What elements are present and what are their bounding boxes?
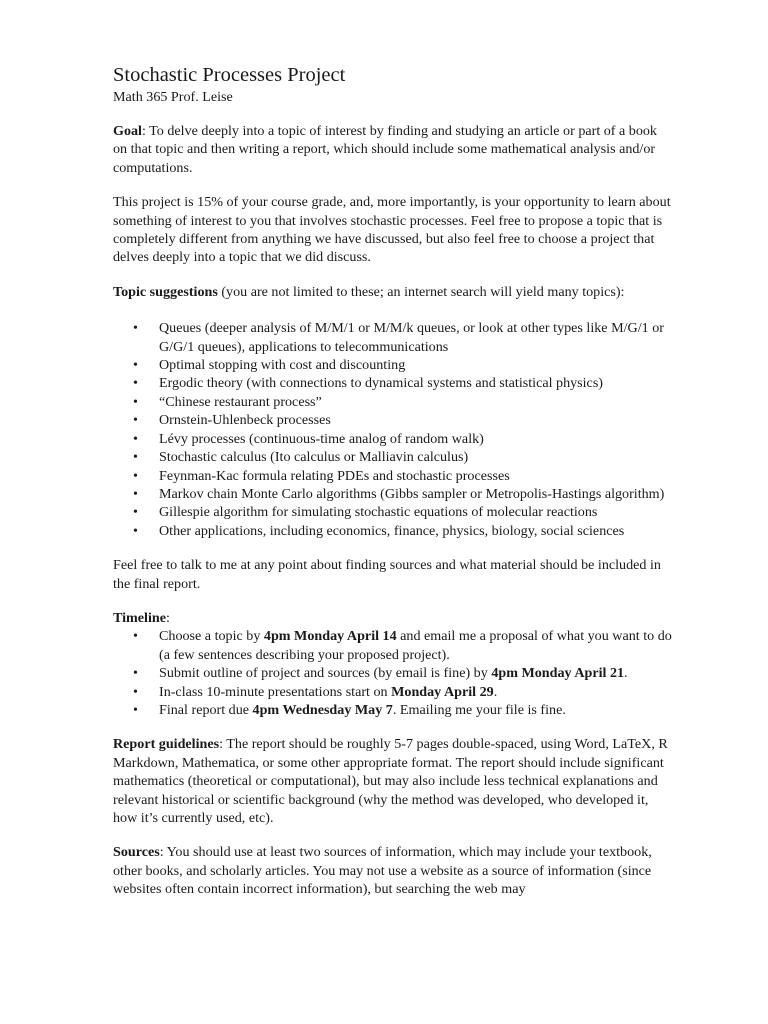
report-guidelines-label: Report guidelines (113, 736, 220, 753)
bullet-icon: • (133, 357, 138, 374)
list-item-text: Markov chain Monte Carlo algorithms (Gibbs sampler or Metropolis-Hastings algorithm) (159, 485, 665, 502)
timeline-item-text: Final report due (159, 701, 253, 718)
intro-paragraph: This project is 15% of your course grade, and, more importantly, is your opportunity to learn about something of interest to you that involves stochastic processes. Feel free to propose a topic that is completely different from anything we have discussed, but also feel free to choose a project that delves deeply into a topic that we did discuss. (113, 194, 671, 266)
list-item (113, 430, 673, 448)
timeline-item-text: . (624, 665, 628, 682)
timeline-deadline: 4pm Monday April 21 (491, 665, 625, 682)
timeline-item (113, 627, 673, 664)
list-item (113, 374, 673, 392)
list-item-text: Optimal stopping with cost and discounting (159, 357, 406, 374)
list-item (113, 522, 673, 540)
bullet-icon: • (133, 504, 138, 521)
goal-text: : To delve deeply into a topic of interest by finding and studying an article or part of a book on that topic and then writing a report, which should include some mathematical analysis and/or computations. (113, 123, 657, 176)
list-item (113, 393, 673, 411)
list-item (113, 448, 673, 466)
topic-suggestions-note: (you are not limited to these; an internet search will yield many topics): (217, 283, 625, 300)
timeline-deadline: 4pm Wednesday May 7 (252, 701, 393, 718)
bullet-icon: • (133, 430, 138, 447)
topic-list (113, 319, 673, 540)
timeline-colon: : (165, 609, 170, 626)
bullet-icon: • (133, 467, 138, 484)
timeline-item-text: In-class 10-minute presentations start on (159, 683, 392, 700)
list-item (113, 411, 673, 429)
list-item (113, 485, 673, 503)
topic-suggestions-label: Topic suggestions (113, 283, 218, 300)
bullet-icon: • (133, 628, 138, 645)
timeline-item-text: . Emailing me your file is fine. (392, 701, 566, 718)
timeline-list (113, 627, 673, 719)
timeline-item-text: . (493, 683, 498, 700)
topic-suggestions-heading (113, 283, 673, 301)
list-item-text: Queues (deeper analysis of M/M/1 or M/M/k queues, or look at other types like M/G/1 or G/G/1 queues), applications to telecommunications (159, 320, 664, 355)
list-item-text: Gillespie algorithm for simulating stochastic equations of molecular reactions (159, 504, 598, 521)
document-page (113, 62, 673, 915)
bullet-icon: • (133, 665, 138, 682)
list-item-text: Ornstein-Uhlenbeck processes (159, 412, 331, 429)
bullet-icon: • (133, 320, 138, 337)
timeline-item (113, 683, 673, 701)
bullet-icon: • (133, 485, 138, 502)
timeline-item-text: Submit outline of project and sources (by email is fine) by (159, 665, 492, 682)
sources-help-paragraph: Feel free to talk to me at any point about finding sources and what material should be included in the final report. (113, 557, 661, 592)
list-item-text: Other applications, including economics, finance, physics, biology, social sciences (159, 522, 625, 539)
bullet-icon: • (133, 393, 138, 410)
sources-text: : You should use at least two sources of information, which may include your textbook, other books, and scholarly articles. You may not use a website as a source of information (since websites often contain incorrect information), but searching the web may (113, 844, 652, 898)
list-item (113, 356, 673, 374)
list-item (113, 467, 673, 485)
timeline-heading (113, 609, 673, 627)
goal-paragraph (113, 122, 673, 177)
list-item-text: Ergodic theory (with connections to dynamical systems and statistical physics) (159, 375, 603, 392)
sources-paragraph (113, 843, 673, 898)
list-item (113, 503, 673, 521)
document-title: Stochastic Processes Project (113, 64, 346, 86)
list-item-text: Feynman-Kac formula relating PDEs and stochastic processes (159, 467, 510, 484)
list-item-text: Lévy processes (continuous-time analog of random walk) (159, 430, 484, 447)
timeline-label: Timeline (113, 609, 166, 626)
report-guidelines-text: : The report should be roughly 5-7 pages double-spaced, using Word, LaTeX, R Markdown, Mathematica, or some other appropriate format. The report should include significant mathematics (theoretical or computational), but may also include less technical explanations and relevant historical or scientific background (why the method was developed, who developed it, how it’s currently used, etc). (113, 736, 668, 826)
sources-label: Sources (113, 844, 160, 861)
bullet-icon: • (133, 701, 138, 718)
bullet-icon: • (133, 412, 138, 429)
timeline-deadline: 4pm Monday April 14 (263, 628, 397, 645)
bullet-icon: • (133, 375, 138, 392)
timeline-item-text: Choose a topic by (159, 628, 264, 645)
report-guidelines-paragraph (113, 735, 673, 827)
timeline-deadline: Monday April 29 (391, 683, 494, 700)
list-item (113, 319, 673, 356)
list-item-text: Stochastic calculus (Ito calculus or Malliavin calculus) (159, 449, 469, 466)
timeline-item (113, 664, 673, 682)
timeline-item-text: and email me a proposal of what you want to do (a few sentences describing your proposed project). (159, 628, 672, 663)
timeline-item (113, 701, 673, 719)
list-item-text: “Chinese restaurant process” (159, 393, 322, 410)
bullet-icon: • (133, 683, 138, 700)
bullet-icon: • (133, 449, 138, 466)
goal-label: Goal (113, 123, 142, 139)
course-subtitle: Math 365 Prof. Leise (113, 89, 233, 105)
bullet-icon: • (133, 522, 138, 539)
